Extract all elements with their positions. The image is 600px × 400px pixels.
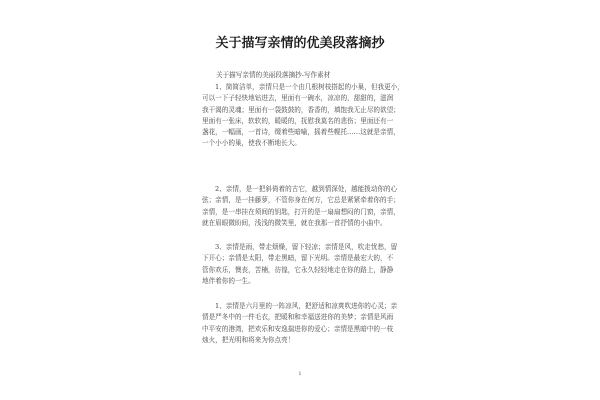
paragraph-line: 弦；亲情，是一挂藤萝，不管你身在何方，它总是紧紧牵着你的手； <box>202 196 400 205</box>
paragraph-line: 下开心；亲情是太阳，带走黑暗，留下光明。亲情是最宏大的，不 <box>202 254 394 263</box>
paragraph-line: 1、亲情是六月里的一阵凉风，把舒适和凉爽吹进你的心灵；亲 <box>215 302 398 310</box>
paragraph-line: 亲情，是一串挂在须间的钥匙，打开的是一扇扇想闷的门窗，亲情， <box>202 207 400 216</box>
paragraph-line: 我干渴的灵魂；里面有一袋鼓鼓的，香香的，填饱我无止尽的欲望； <box>202 105 400 114</box>
page-number: 1 <box>298 371 302 377</box>
paragraph-line: 2、亲情，是一把斜倚着的古它，越到情深处，越能拨动你的心 <box>215 185 398 193</box>
paragraph-line: 地伴着你的一生。 <box>202 276 255 285</box>
document-subtitle: 关于描写亲情的美丽段落摘抄-写作素材 <box>216 71 331 79</box>
paragraph-line: 一个小小的巢，使我不断地长大。 <box>202 139 301 148</box>
paragraph-line: 管你欢乐，懊丧，苦楠，彷徨，它永久轻轻地走在你的路上，静静 <box>202 265 394 274</box>
paragraph-3 <box>202 242 410 287</box>
paragraph-line: 里面有一张床，软软的，暖暖的，抚慰我莫名的悲伤；里面还有一 <box>202 116 394 125</box>
paragraph-line: 烛火，把光明和将来为你点亮！ <box>202 335 295 344</box>
paragraph-line: 中平安的港湾，把欢乐和安逸揣进你的爱心；亲情是黑暗中的一枝 <box>202 324 394 333</box>
paragraph-line: 盏花，一幅画，一首诗，缀着些暗喻，摇着些幌托……这就是亲情， <box>202 128 400 137</box>
paragraph-line: 3、亲情是雨，带走烦燥，留下轻凉；亲情是风，吹走忧愁，留 <box>215 243 398 251</box>
paragraph-2 <box>202 184 410 229</box>
paragraph-4 <box>202 301 410 346</box>
paragraph-line: 可以一下子轻快地钻进去，里面有一碗水，凉凉的，甜甜的，滋润 <box>202 94 394 103</box>
document-title: 关于描写亲情的优美段落摘抄 <box>215 36 385 51</box>
paragraph-line: 情是严冬中的一件毛衣，把暖和和幸福送进你的美梦；亲情是风雨 <box>202 313 394 322</box>
paragraph-line: 1、简简洁单，亲情只是一个由几根树枝搭起的小巢，但我更小， <box>215 83 404 91</box>
paragraph-line: 就在眉眼微盼间，浅浅的微笑里，就在我那一首抒情的小曲中。 <box>202 218 387 227</box>
paragraph-1 <box>202 82 410 150</box>
